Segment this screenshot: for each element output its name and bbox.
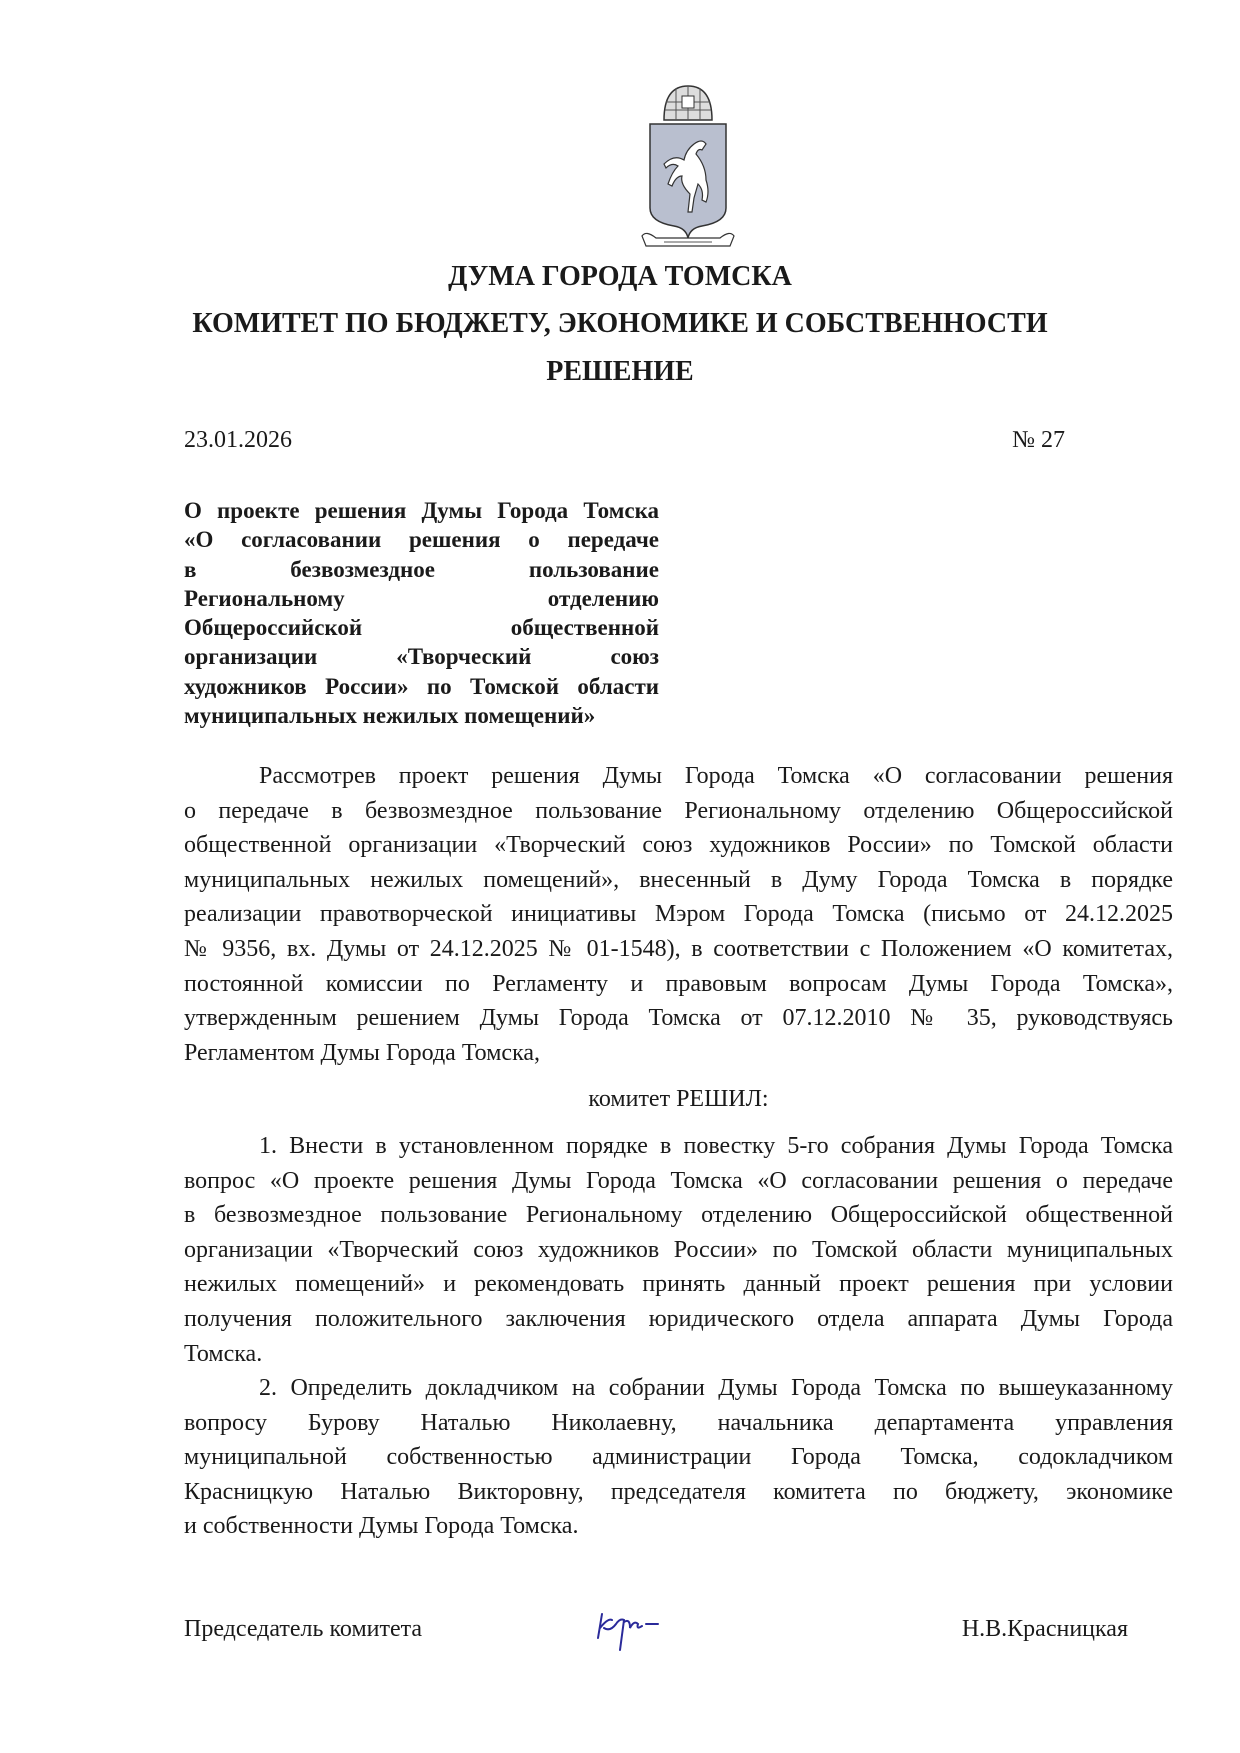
text-line: о передаче в безвозмездное пользование Региональному отделению Общероссийской <box>184 797 1173 824</box>
resolution-item-2 <box>184 1371 1173 1544</box>
text-line: № 9356, вх. Думы от 24.12.2025 № 01-1548), в соответствии с Положением «О комитетах, <box>184 935 1173 962</box>
document-number: № 27 <box>1012 427 1065 453</box>
text-line: «О согласовании решения о передаче <box>184 527 659 553</box>
text-line: Региональному отделению <box>184 585 659 611</box>
signatory-position: Председатель комитета <box>184 1616 423 1642</box>
document-type-title: РЕШЕНИЕ <box>546 356 694 387</box>
text-line: муниципальных нежилых помещений» <box>184 703 596 729</box>
text-line: в безвозмездное пользование Региональному отделению Общероссийской общественной <box>184 1202 1173 1229</box>
preamble-paragraph <box>184 759 1173 1070</box>
organization-title: ДУМА ГОРОДА ТОМСКА <box>448 261 792 292</box>
text-line: муниципальных нежилых помещений», внесенный в Думу Города Томска в порядке <box>184 866 1173 893</box>
text-line: получения положительного заключения юридического отдела аппарата Думы Города <box>184 1305 1173 1332</box>
text-line: постоянной комиссии по Регламенту и правовым вопросам Думы Города Томска», <box>184 970 1173 997</box>
resolution-item-1 <box>184 1129 1173 1371</box>
text-line: Регламентом Думы Города Томска, <box>184 1039 541 1066</box>
text-line: О проекте решения Думы Города Томска <box>184 498 659 523</box>
text-line: общественной организации «Творческий союз художников России» по Томской области <box>184 832 1173 859</box>
text-line: в безвозмездное пользование <box>184 556 659 582</box>
document-date: 23.01.2026 <box>184 427 292 453</box>
text-line: организации «Творческий союз <box>184 644 659 670</box>
text-line: Общероссийской общественной <box>184 615 659 641</box>
handwritten-signature <box>594 1606 674 1656</box>
text-line: вопросу Бурову Наталью Николаевну, начальника департамента управления <box>184 1409 1173 1436</box>
crown-icon <box>664 86 712 120</box>
text-line: Томска. <box>184 1340 263 1367</box>
text-line: Рассмотрев проект решения Думы Города Томска «О согласовании решения <box>259 763 1173 789</box>
document-subject <box>184 496 659 730</box>
text-line: организации «Творческий союз художников России» по Томской области муниципальных <box>184 1236 1173 1263</box>
resolved-heading: комитет РЕШИЛ: <box>588 1086 769 1113</box>
text-line: реализации правотворческой инициативы Мэром Города Томска (письмо от 24.12.2025 <box>184 901 1173 928</box>
text-line: Красницкую Наталью Викторовну, председателя комитета по бюджету, экономике <box>184 1478 1173 1505</box>
text-line: и собственности Думы Города Томска. <box>184 1513 579 1540</box>
text-line: утвержденным решением Думы Города Томска от 07.12.2010 № 35, руководствуясь <box>184 1005 1173 1032</box>
text-line: муниципальной собственностью администрации Города Томска, содокладчиком <box>184 1444 1173 1471</box>
signatory-name: Н.В.Красницкая <box>961 1616 1128 1642</box>
text-line: нежилых помещений» и рекомендовать принять данный проект решения при условии <box>184 1271 1173 1298</box>
text-line: вопрос «О проекте решения Думы Города Томска «О согласовании решения о передаче <box>184 1167 1173 1194</box>
coat-of-arms-emblem <box>636 80 740 252</box>
committee-title: КОМИТЕТ ПО БЮДЖЕТУ, ЭКОНОМИКЕ И СОБСТВЕННОСТИ <box>192 308 1048 339</box>
text-line: 1. Внести в установленном порядке в повестку 5-го собрания Думы Города Томска <box>259 1132 1173 1159</box>
text-line: 2. Определить докладчиком на собрании Думы Города Томска по вышеуказанному <box>259 1375 1173 1402</box>
text-line: художников России» по Томской области <box>184 673 659 699</box>
document-body <box>184 759 1173 1544</box>
